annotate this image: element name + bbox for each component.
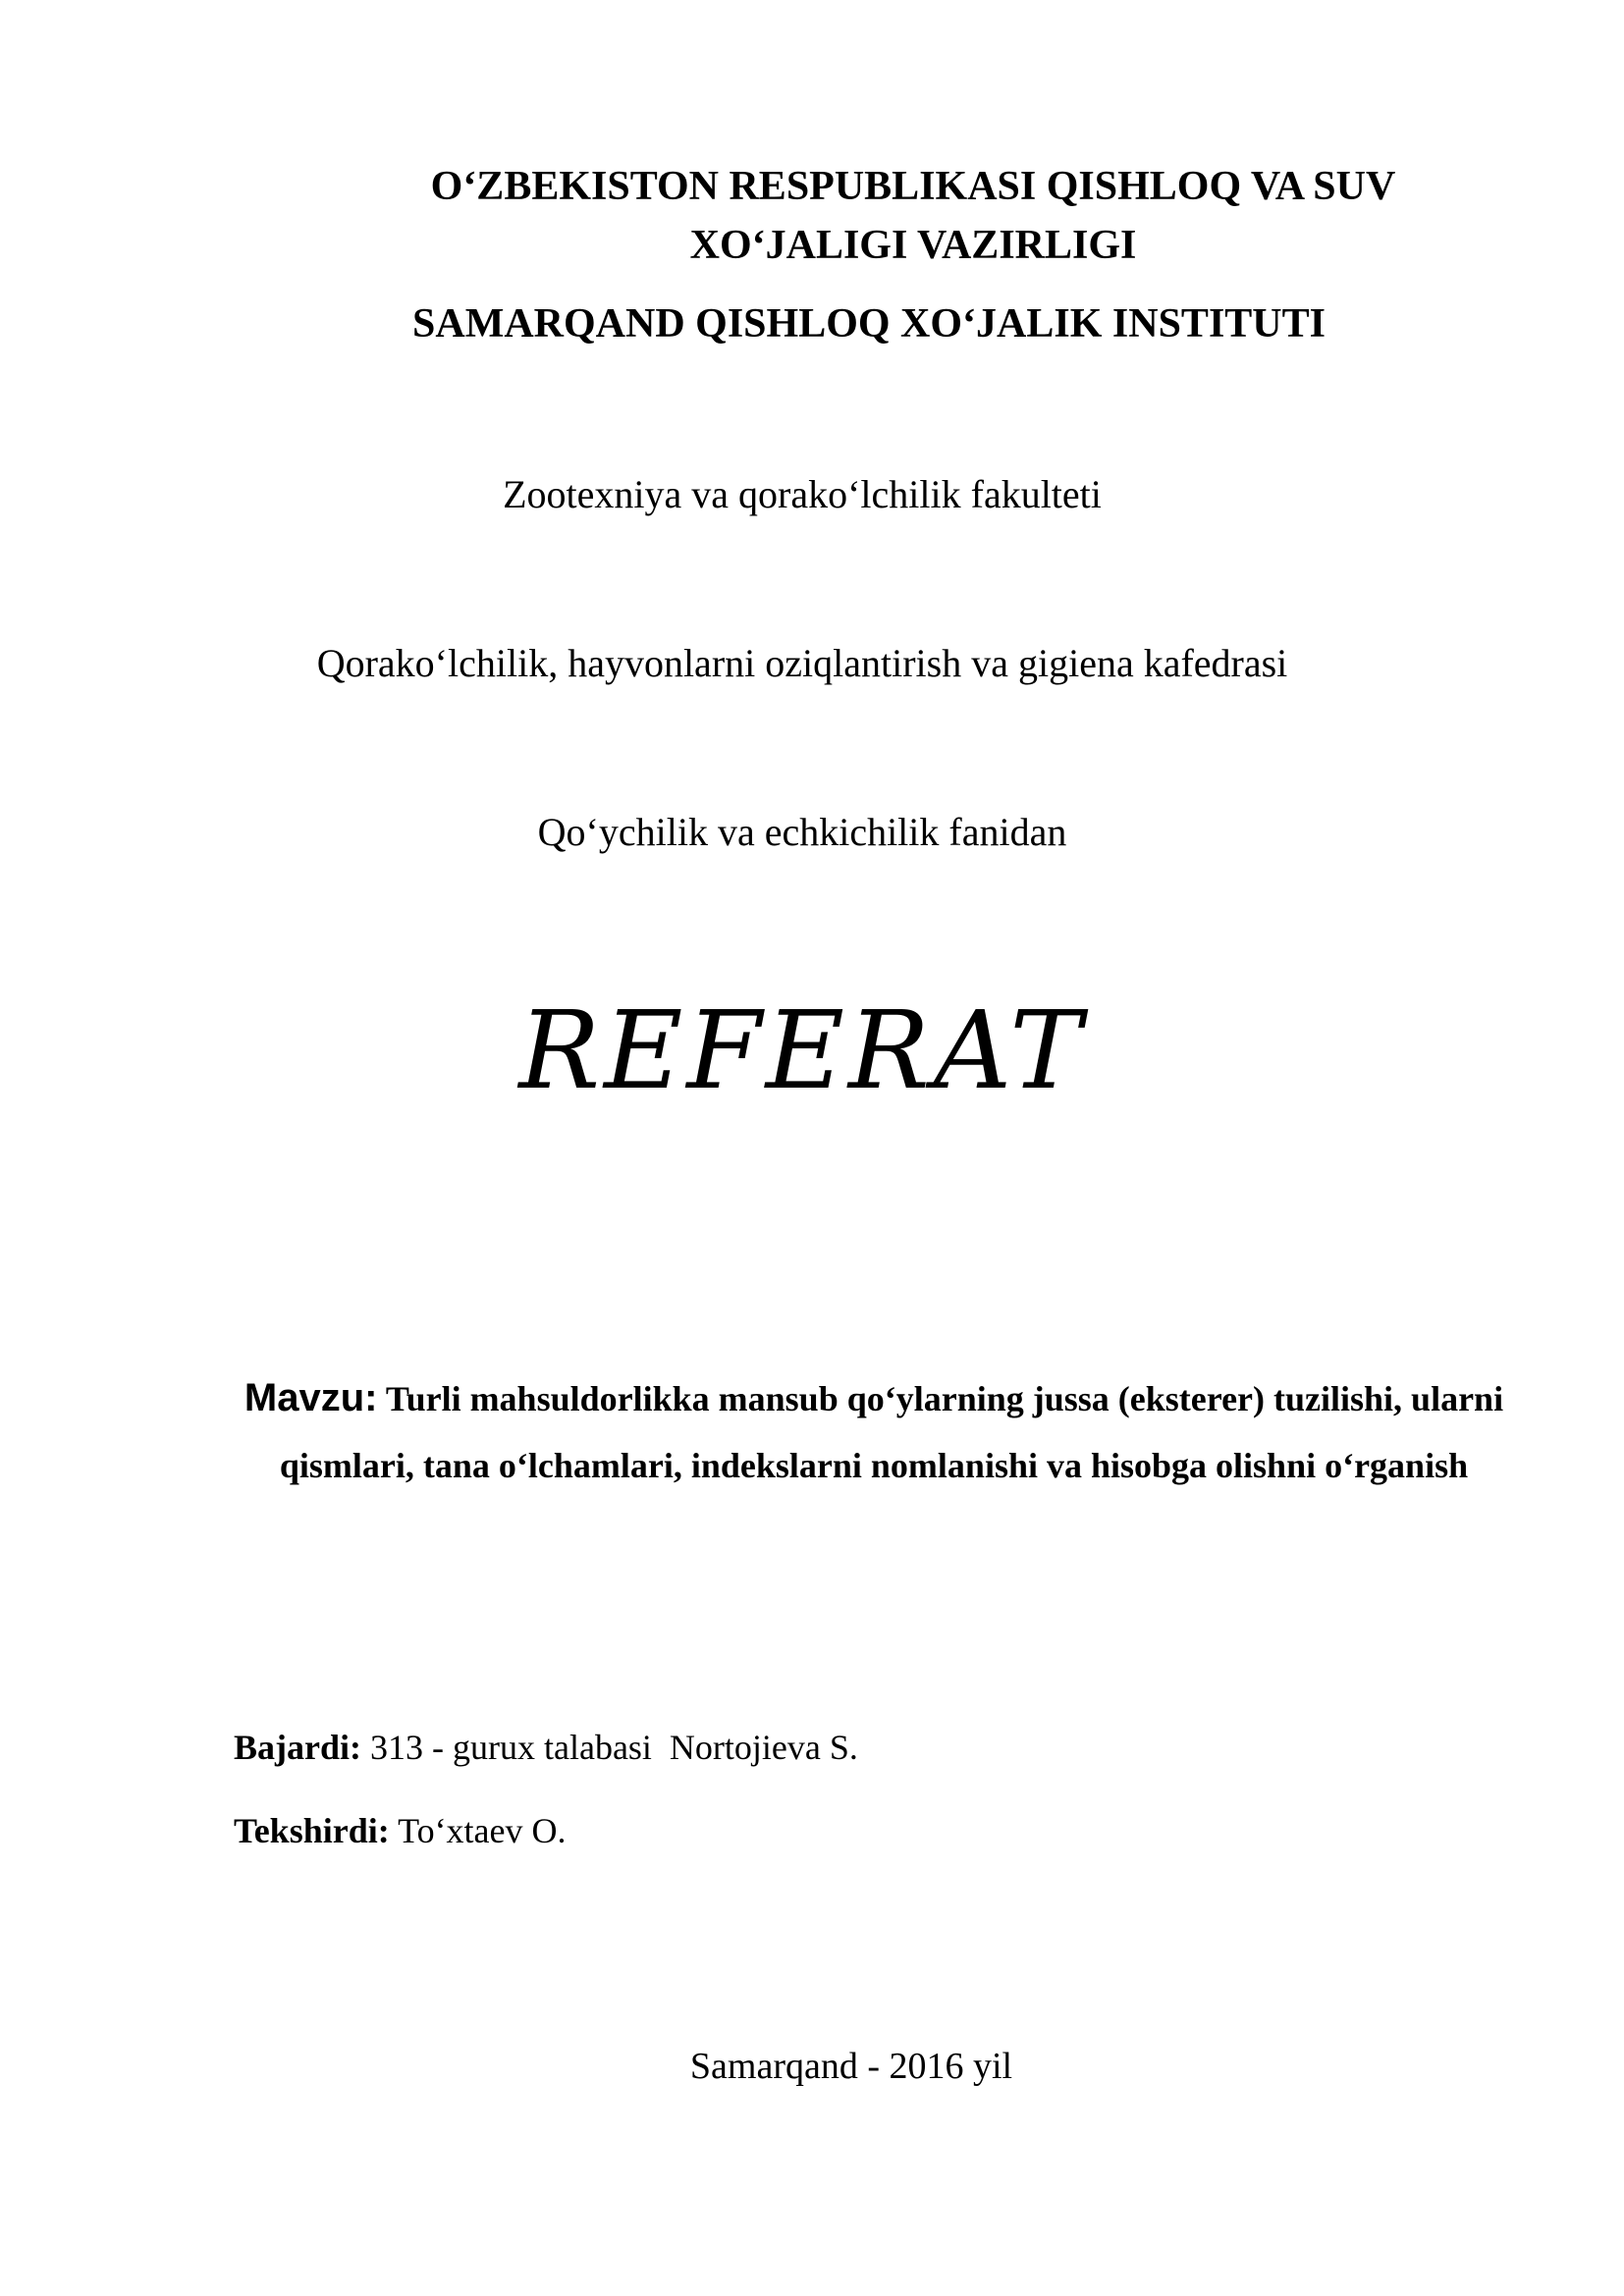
checked-by (234, 1806, 567, 1855)
ministry-line-2: XO‘JALIGI VAZIRLIGI (689, 223, 1137, 268)
topic-label: Mavzu: (244, 1376, 378, 1419)
performed-by-value: 313 - gurux talabasi Nortojieva S. (370, 1728, 858, 1767)
city-year: Samarqand - 2016 yil (689, 2046, 1013, 2087)
ministry-name (373, 157, 1453, 275)
ministry-line-1: O‘ZBEKISTON RESPUBLIKASI QISHLOQ VA SUV (430, 164, 1396, 209)
topic-text: Turli mahsuldorlikka mansub qo‘ylarning jussa (eksterer) tuzilishi, ularni qismlari, tana o‘lchamlari, indekslarni nomlanishi va hisobga olishni o‘rganish (279, 1379, 1504, 1485)
performed-by (234, 1723, 858, 1772)
topic-block (226, 1364, 1522, 1499)
department-name: Qorako‘lchilik, hayvonlarni oziqlantirish va gigiena kafedrasi (316, 641, 1288, 685)
institute-name: SAMARQAND QISHLOQ XO‘JALIK INSTITUTI (412, 301, 1326, 347)
document-type-title: REFERAT (518, 988, 1086, 1113)
faculty-name: Zootexniya va qorako‘lchilik fakulteti (503, 472, 1102, 516)
performed-by-label: Bajardi: (234, 1728, 361, 1767)
checked-by-label: Tekshirdi: (234, 1811, 390, 1850)
checked-by-value: To‘xtaev O. (398, 1811, 567, 1850)
subject-name: Qo‘ychilik va echkichilik fanidan (537, 810, 1067, 854)
